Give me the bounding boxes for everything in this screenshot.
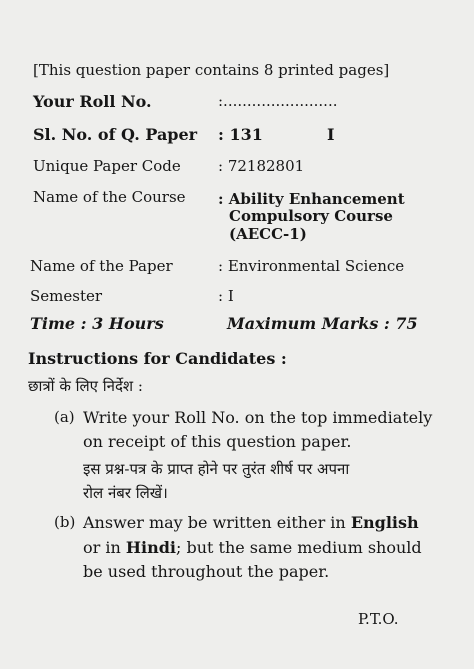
- roll-no-value: :........................: [218, 92, 338, 110]
- instructions-heading: Instructions for Candidates :: [28, 349, 287, 368]
- paper-name-value: : Environmental Science: [218, 257, 405, 275]
- instruction-b-line-2: [83, 540, 422, 556]
- semester-label: Semester: [30, 287, 103, 305]
- serial-number-extra: I: [327, 125, 335, 144]
- please-turn-over: P.T.O.: [358, 610, 399, 628]
- course-name-line-2: Compulsory Course: [229, 207, 393, 225]
- instruction-b-line-1: [83, 515, 419, 531]
- english-medium-emphasis: English: [350, 513, 419, 532]
- instructions-heading-hindi: छात्रों के लिए निर्देश :: [28, 377, 143, 395]
- semester-value: : I: [218, 287, 234, 305]
- instruction-b-line-2-suffix: ; but the same medium should: [175, 538, 422, 557]
- page-count-note: [This question paper contains 8 printed pages]: [33, 61, 390, 79]
- course-name-line-1: : Ability Enhancement: [218, 190, 405, 208]
- instruction-a-marker: (a): [54, 408, 75, 426]
- instruction-a-line-2: on receipt of this question paper.: [83, 432, 352, 451]
- course-name-line-3: (AECC-1): [229, 225, 307, 243]
- instruction-b-marker: (b): [54, 513, 76, 531]
- instruction-a-line-1: Write your Roll No. on the top immediately: [83, 408, 433, 427]
- hindi-medium-emphasis: Hindi: [125, 538, 176, 557]
- instruction-b-line-2-prefix: or in: [83, 538, 126, 557]
- serial-number-label: Sl. No. of Q. Paper: [33, 125, 198, 144]
- serial-number-value: : 131: [218, 125, 263, 144]
- instruction-a-hindi-line-2: रोल नंबर लिखें।: [83, 484, 168, 502]
- instruction-b-line-3: be used throughout the paper.: [83, 562, 330, 581]
- course-name-label: Name of the Course: [33, 188, 186, 206]
- unique-paper-code-label: Unique Paper Code: [33, 157, 181, 175]
- time-allowed: Time : 3 Hours: [30, 314, 164, 333]
- instruction-a-hindi-line-1: इस प्रश्न-पत्र के प्राप्त होने पर तुरंत शीर्ष पर अपना: [83, 460, 350, 478]
- paper-name-label: Name of the Paper: [30, 257, 173, 275]
- unique-paper-code-value: : 72182801: [218, 157, 305, 175]
- roll-no-label: Your Roll No.: [33, 92, 152, 111]
- maximum-marks: Maximum Marks : 75: [227, 314, 418, 333]
- instruction-b-line-1-text: Answer may be written either in: [83, 513, 351, 532]
